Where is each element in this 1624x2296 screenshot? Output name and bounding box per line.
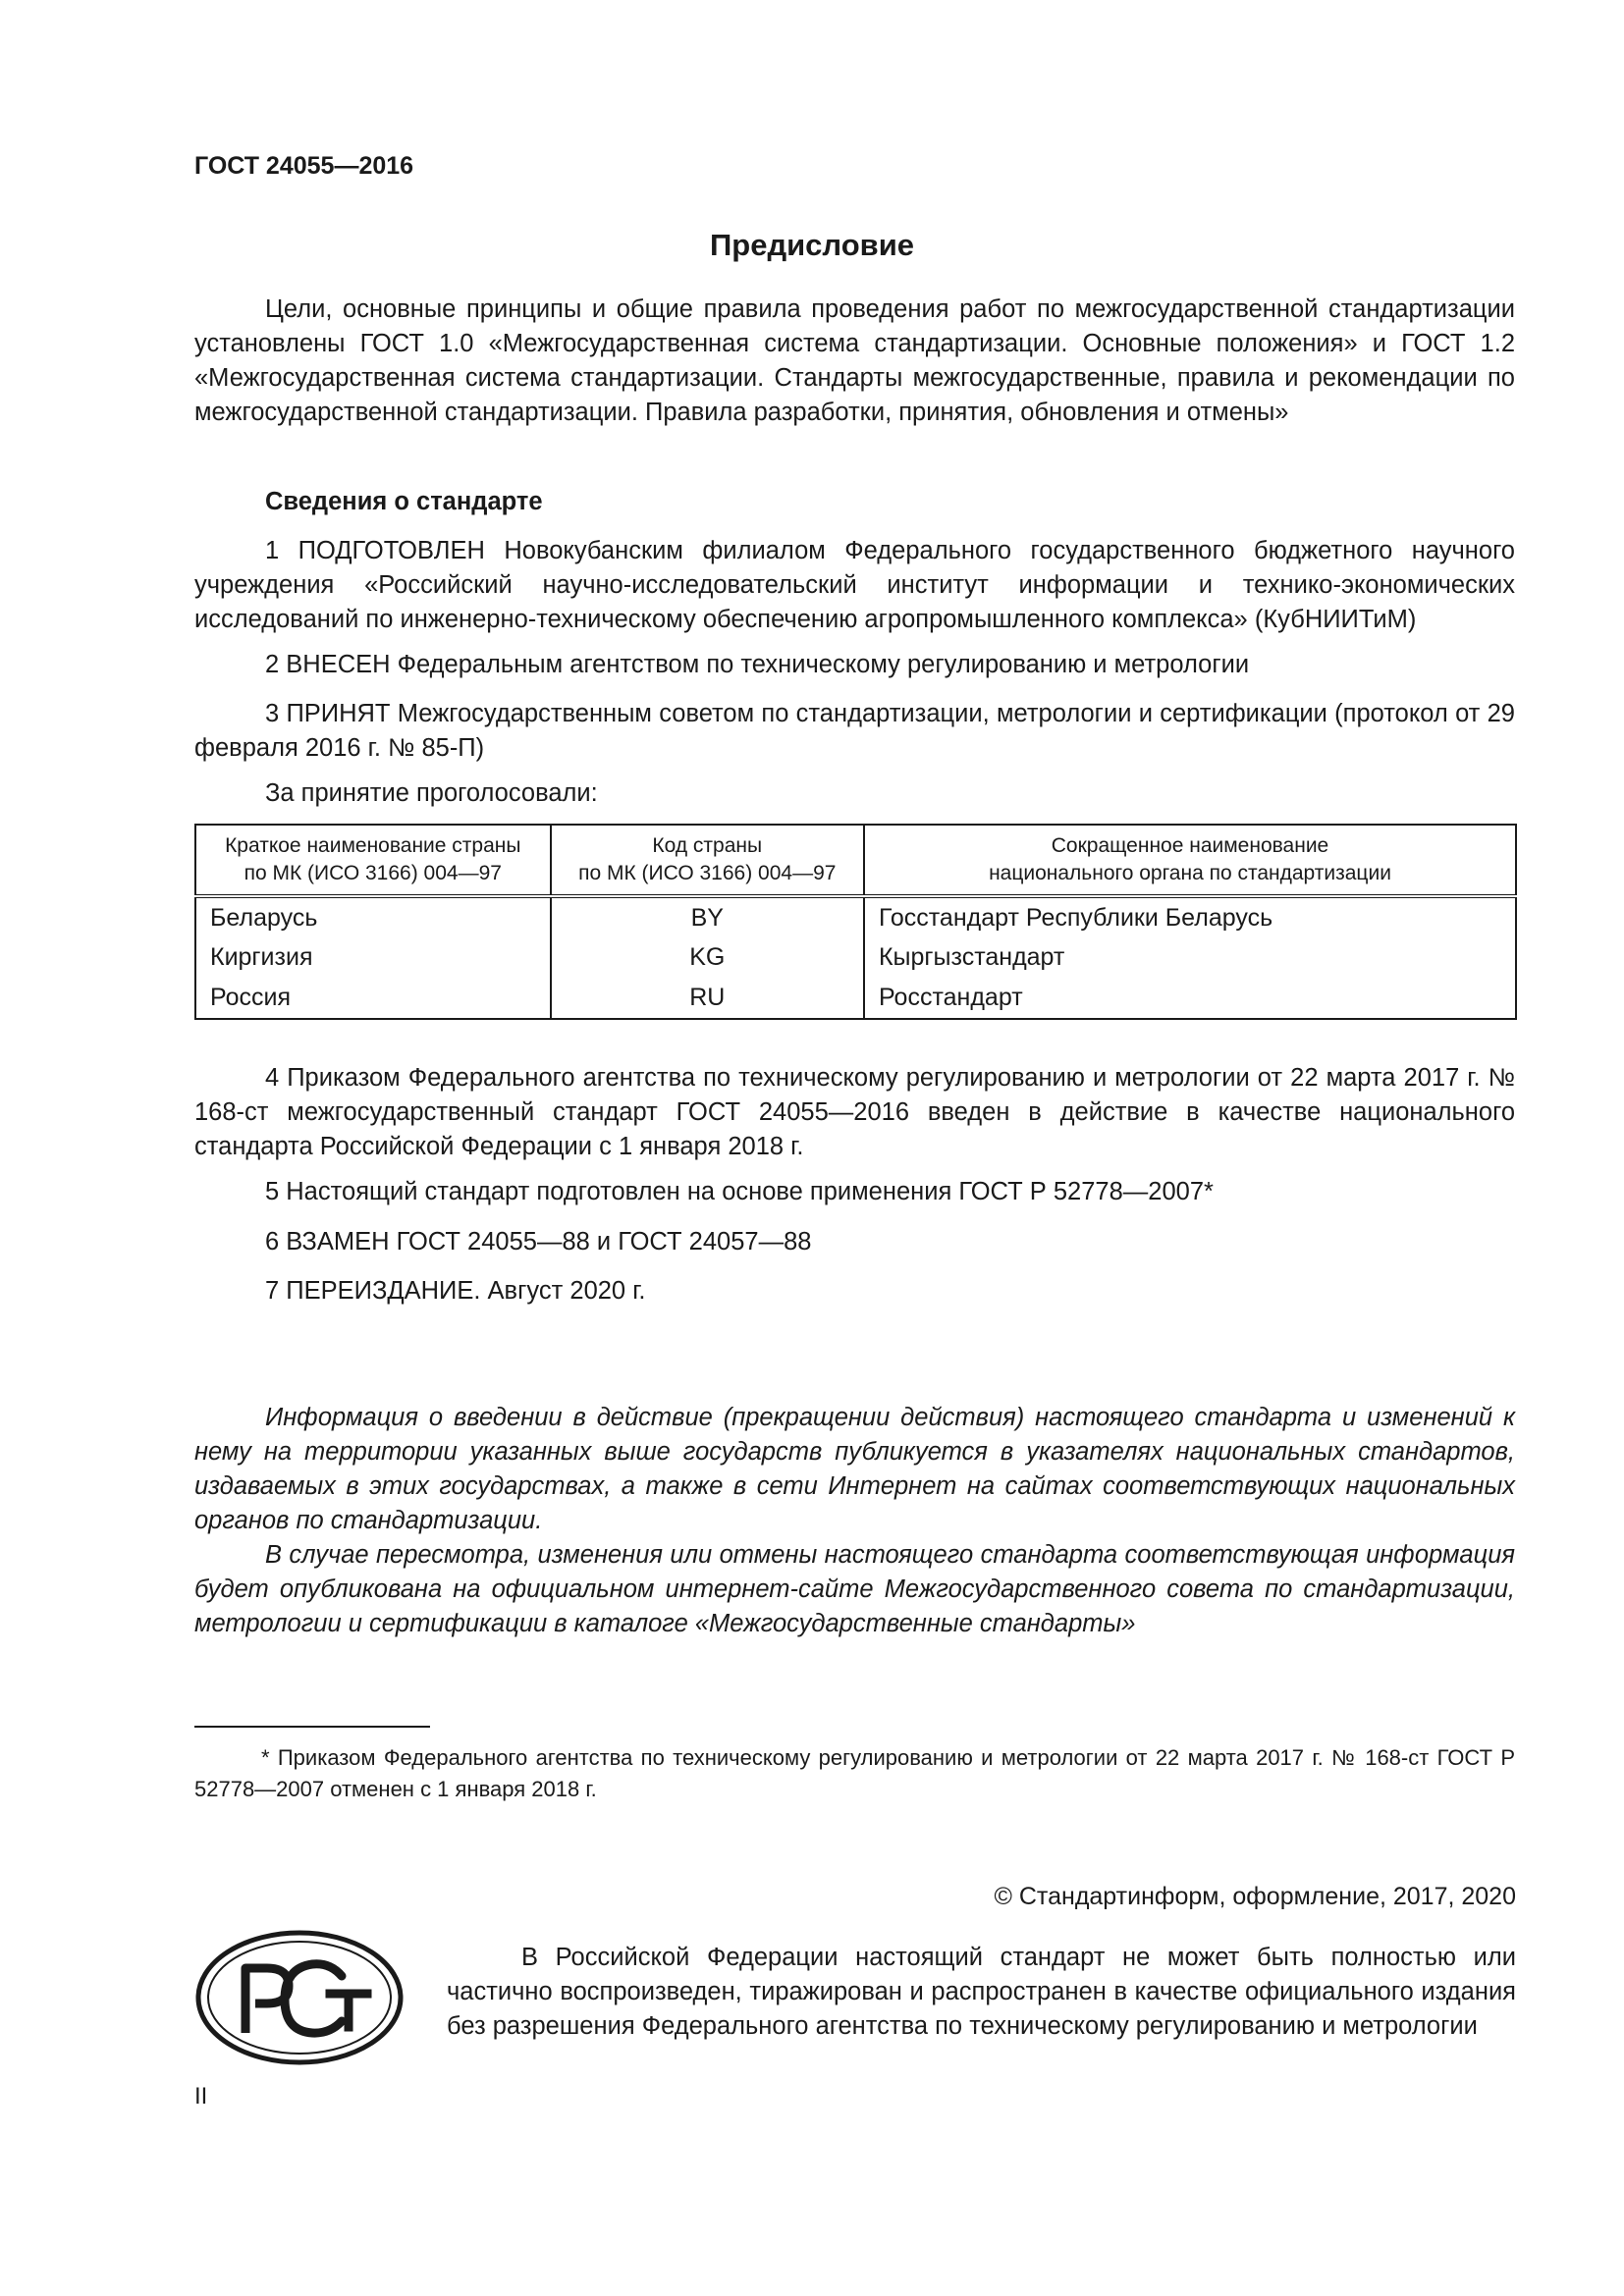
table-row — [195, 938, 1516, 979]
table-cell-code: BY — [551, 896, 864, 938]
rst-certification-mark-icon — [194, 1929, 406, 2066]
voting-table — [194, 824, 1517, 1020]
item-adopted: 3 ПРИНЯТ Межгосударственным советом по стандартизации, метрологии и сертификации (протокол от 29 февраля 2016 г. № 85-П) — [194, 700, 1515, 762]
item-prepared: 1 ПОДГОТОВЛЕН Новокубанским филиалом Федерального государственного бюджетного научного учреждения «Российский научно-исследовательский институт информации и технико-экономических исследований по инженерно-техническому обеспечению агропромышленного комплекса» (КубНИИТиМ) — [194, 537, 1515, 633]
item-replaces: 6 ВЗАМЕН ГОСТ 24055—88 и ГОСТ 24057—88 — [265, 1228, 812, 1255]
footnote-divider — [194, 1726, 430, 1728]
table-cell-country: Россия — [195, 978, 551, 1019]
footnote: * Приказом Федерального агентства по техническому регулированию и метрологии от 22 марта 2017 г. № 168-ст ГОСТ Р 52778—2007 отменен с 1 января 2018 г. — [194, 1745, 1515, 1801]
reproduction-notice: В Российской Федерации настоящий стандарт не может быть полностью или частично воспроизведен, тиражирован и распространен в качестве официального издания без разрешения Федерального агентства по техническому регулированию и метрологии — [447, 1944, 1516, 2040]
table-row — [195, 978, 1516, 1019]
page-title: Предисловие — [709, 228, 914, 262]
section-heading: Сведения о стандарте — [265, 488, 543, 515]
table-cell-code: RU — [551, 978, 864, 1019]
item-introduced: 2 ВНЕСЕН Федеральным агентством по техническому регулированию и метрологии — [265, 651, 1250, 678]
item-basis: 5 Настоящий стандарт подготовлен на основе применения ГОСТ Р 52778—2007* — [265, 1178, 1214, 1205]
page-number: II — [194, 2083, 208, 2109]
vote-label: За принятие проголосовали: — [265, 779, 598, 807]
document-code: ГОСТ 24055—2016 — [194, 152, 414, 180]
item-enacted: 4 Приказом Федерального агентства по техническому регулированию и метрологии от 22 марта 2017 г. № 168-ст межгосударственный стандарт ГОСТ 24055—2016 введен в действие в качестве национального стандарта Российской Федерации с 1 января 2018 г. — [194, 1064, 1515, 1160]
item-reissue: 7 ПЕРЕИЗДАНИЕ. Август 2020 г. — [265, 1277, 646, 1305]
table-cell-country: Киргизия — [195, 938, 551, 979]
table-cell-code: KG — [551, 938, 864, 979]
table-cell-body: Кыргызстандарт — [864, 938, 1516, 979]
table-cell-body: Росстандарт — [864, 978, 1516, 1019]
info-paragraph-1: Информация о введении в действие (прекращении действия) настоящего стандарта и изменений к нему на территории указанных выше государств публикуется в указателях национальных стандартов, издаваемых в этих государствах, а также в сети Интернет на сайтах соответствующих национальных органов по стандартизации. — [194, 1404, 1515, 1534]
table-header-country: Краткое наименование страны по МК (ИСО 3166) 004—97 — [195, 825, 551, 896]
info-paragraph-2: В случае пересмотра, изменения или отмены настоящего стандарта соответствующая информация будет опубликована на официальном интернет-сайте Межгосударственного совета по стандартизации, метрологии и сертификации в каталоге «Межгосударственные стандарты» — [194, 1541, 1515, 1637]
table-cell-body: Госстандарт Республики Беларусь — [864, 896, 1516, 938]
table-header-body: Сокращенное наименование национального органа по стандартизации — [864, 825, 1516, 896]
table-header-code: Код страны по МК (ИСО 3166) 004—97 — [551, 825, 864, 896]
table-header-row — [195, 825, 1516, 896]
copyright: © Стандартинформ, оформление, 2017, 2020 — [994, 1883, 1516, 1910]
table-row — [195, 896, 1516, 938]
table-cell-country: Беларусь — [195, 896, 551, 938]
intro-paragraph: Цели, основные принципы и общие правила проведения работ по межгосударственной стандартизации установлены ГОСТ 1.0 «Межгосударственная система стандартизации. Основные положения» и ГОСТ 1.2 «Межгосударственная система стандартизации. Стандарты межгосударственные, правила и рекомендации по межгосударственной стандартизации. Правила разработки, принятия, обновления и отмены» — [194, 295, 1515, 426]
